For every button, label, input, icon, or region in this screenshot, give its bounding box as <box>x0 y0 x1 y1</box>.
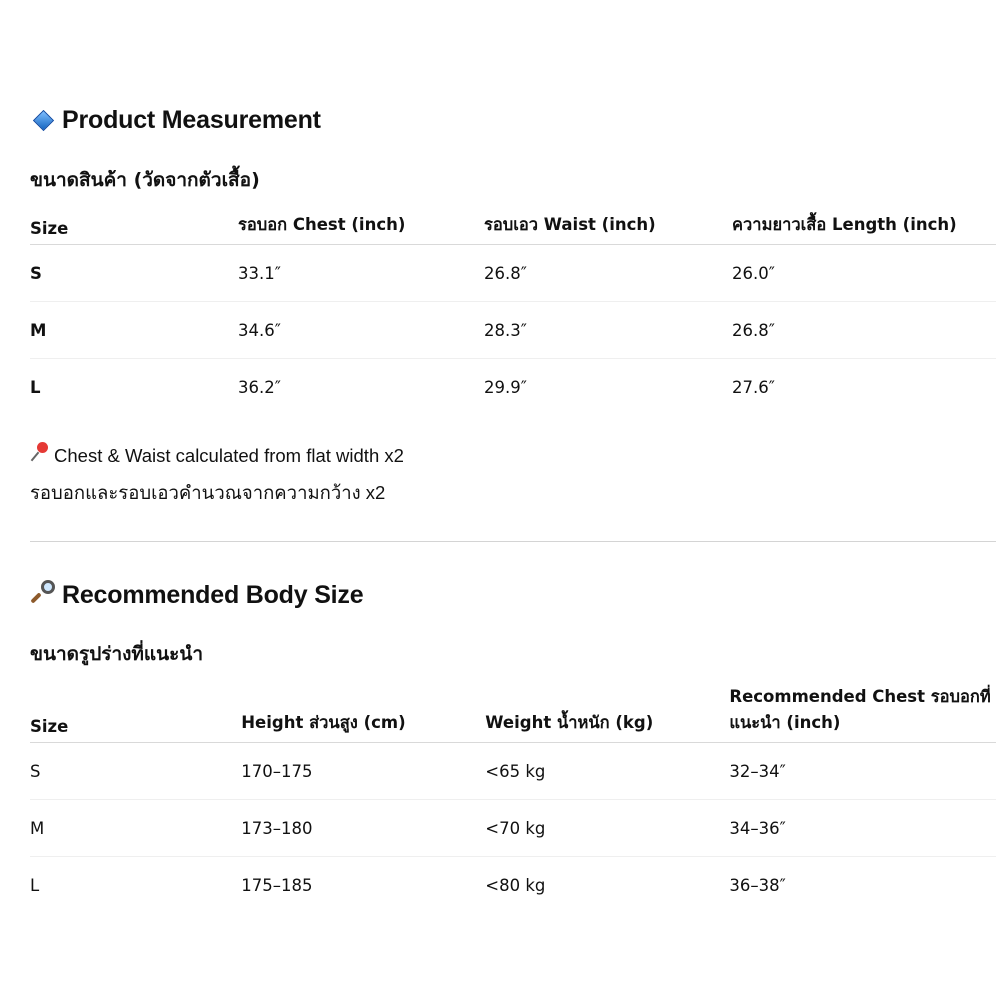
table-row <box>30 302 996 359</box>
product-measurement-heading <box>30 106 321 135</box>
length-cell: 26.0″ <box>732 263 775 283</box>
column-header-size: Size <box>30 219 69 238</box>
table-row <box>30 800 996 857</box>
length-cell: 27.6″ <box>732 377 775 397</box>
column-header-size: Size <box>30 717 69 736</box>
measurement-note-en <box>30 442 404 467</box>
recommended-body-size-title: Recommended Body Size <box>62 581 364 609</box>
blue-diamond-icon <box>30 106 56 135</box>
table-header-row <box>30 202 996 245</box>
recommended-body-size-table <box>30 684 996 913</box>
table-header-row <box>30 684 996 743</box>
column-header-waist: รอบเอว Waist (inch) <box>484 215 656 234</box>
recommended-chest-cell: 36–38″ <box>729 875 786 895</box>
waist-cell: 28.3″ <box>484 320 527 340</box>
magnifying-glass-icon <box>30 580 56 611</box>
column-header-recommended-chest: Recommended Chest รอบอกที่แนะนำ (inch) <box>729 687 991 732</box>
size-cell: M <box>30 320 47 340</box>
measurement-note-en-text: Chest & Waist calculated from flat width x2 <box>54 445 404 466</box>
table-row <box>30 857 996 914</box>
weight-cell: <80 kg <box>485 875 546 895</box>
chest-cell: 36.2″ <box>238 377 281 397</box>
height-cell: 175–185 <box>241 875 313 895</box>
product-measurement-subtitle: ขนาดสินค้า (วัดจากตัวเสื้อ) <box>30 169 260 191</box>
table-row <box>30 359 996 416</box>
recommended-chest-cell: 34–36″ <box>729 818 786 838</box>
column-header-chest: รอบอก Chest (inch) <box>238 215 406 234</box>
height-cell: 170–175 <box>241 761 313 781</box>
length-cell: 26.8″ <box>732 320 775 340</box>
recommended-body-size-heading <box>30 580 363 611</box>
product-measurement-table <box>30 202 996 415</box>
weight-cell: <65 kg <box>485 761 546 781</box>
waist-cell: 29.9″ <box>484 377 527 397</box>
size-cell: L <box>30 377 41 397</box>
table-row <box>30 743 996 800</box>
column-header-length: ความยาวเสื้อ Length (inch) <box>732 215 957 234</box>
measurement-note-th: รอบอกและรอบเอวคำนวณจากความกว้าง x2 <box>30 482 386 503</box>
pushpin-icon <box>30 442 50 467</box>
recommended-chest-cell: 32–34″ <box>729 761 786 781</box>
size-cell: S <box>30 263 42 283</box>
size-cell: M <box>30 818 45 838</box>
recommended-body-size-subtitle: ขนาดรูปร่างที่แนะนำ <box>30 643 204 665</box>
table-row <box>30 245 996 302</box>
weight-cell: <70 kg <box>485 818 546 838</box>
height-cell: 173–180 <box>241 818 313 838</box>
chest-cell: 34.6″ <box>238 320 281 340</box>
chest-cell: 33.1″ <box>238 263 281 283</box>
size-cell: S <box>30 761 41 781</box>
size-cell: L <box>30 875 40 895</box>
product-measurement-title: Product Measurement <box>62 106 321 134</box>
column-header-weight: Weight น้ำหนัก (kg) <box>485 713 654 732</box>
waist-cell: 26.8″ <box>484 263 527 283</box>
section-divider <box>30 541 996 542</box>
column-header-height: Height ส่วนสูง (cm) <box>241 713 406 732</box>
